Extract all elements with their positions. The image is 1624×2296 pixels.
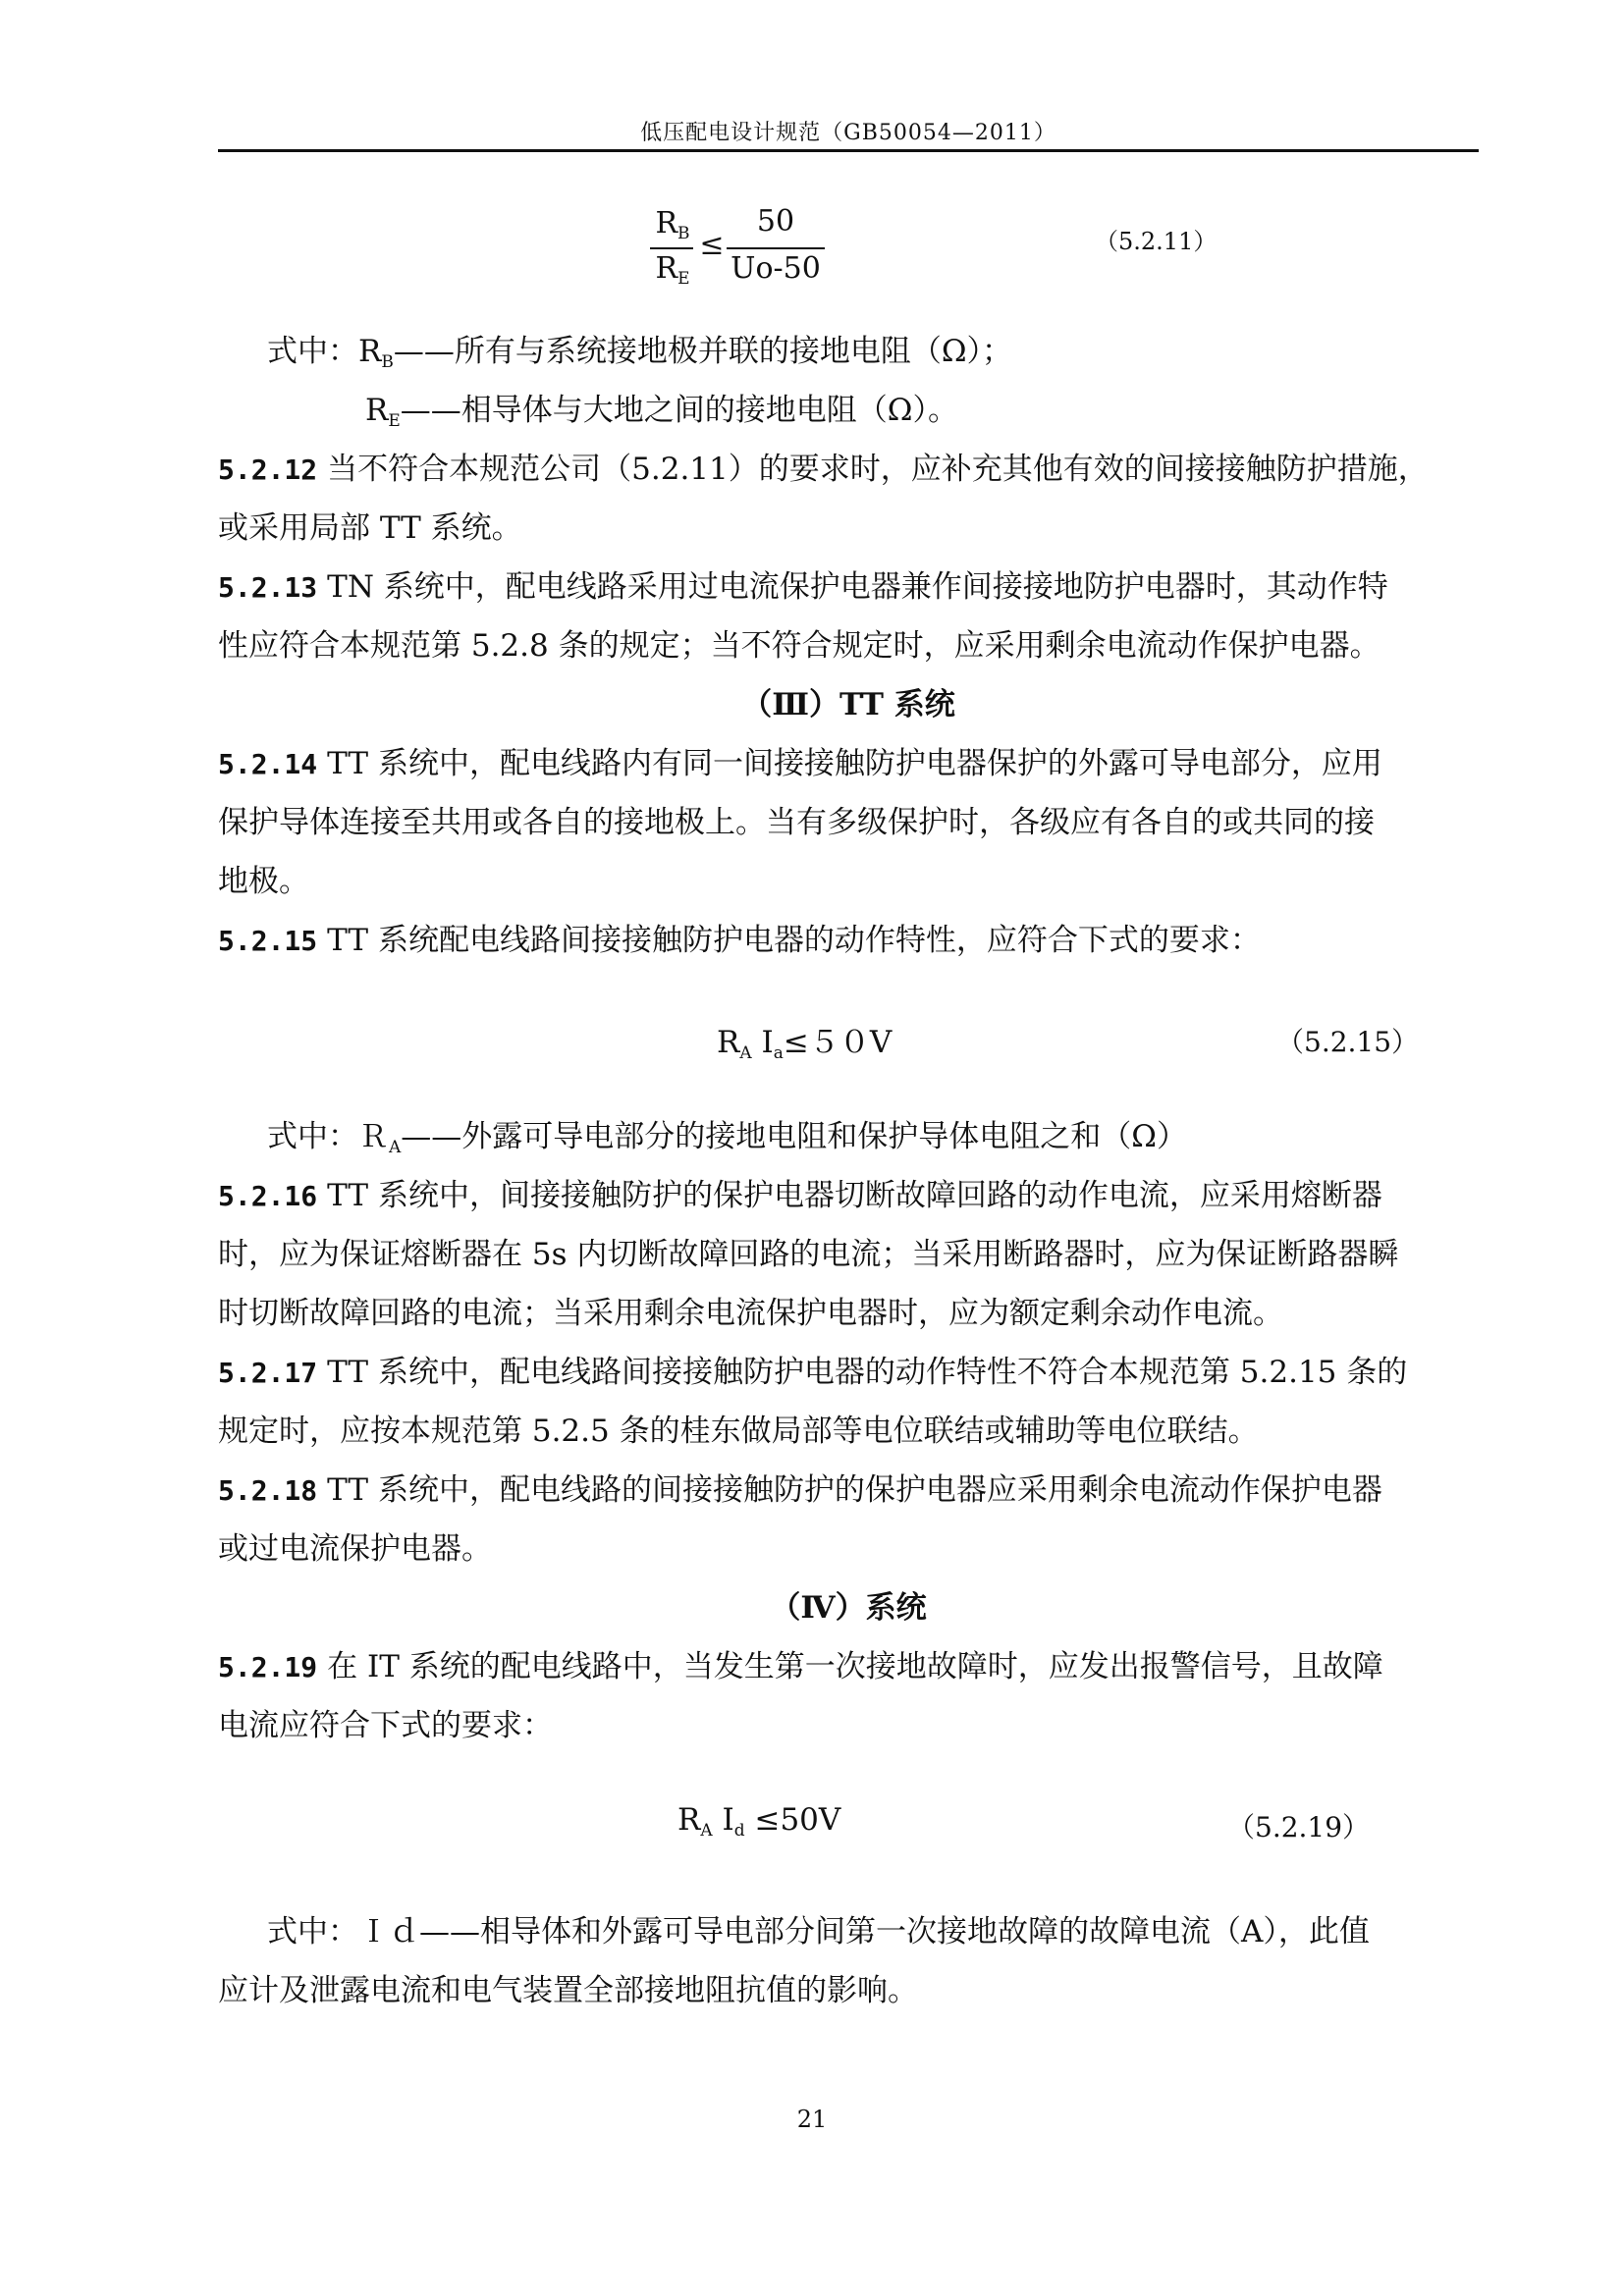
clause-5-2-12-line-2: 或采用局部 TT 系统。 [218, 510, 522, 546]
clause-5-2-15-line-1: 5.2.15 TT 系统配电线路间接接触防护电器的动作特性，应符合下式的要求： [218, 923, 1261, 958]
clause-5-2-14-line-1: 5.2.14 TT 系统中，配电线路内有同一间接接触防护电器保护的外露可导电部分，应用 [218, 746, 1382, 781]
formula-rhs-bar [727, 247, 825, 249]
clause-5-2-17-line-1: 5.2.17 TT 系统中，配电线路间接接触防护电器的动作特性不符合本规范第 5.2.15 条的 [218, 1355, 1408, 1390]
equation-number-5-2-15: （5.2.15） [1276, 1026, 1420, 1058]
clause-5-2-14-line-2: 保护导体连接至共用或各自的接地极上。当有多级保护时，各级应有各自的或共同的接 [218, 805, 1375, 840]
definition-id-line-2: 应计及泄露电流和电气装置全部接地阻抗值的影响。 [218, 1973, 918, 2008]
clause-5-2-18-line-1: 5.2.18 TT 系统中，配电线路的间接接触防护的保护电器应采用剩余电流动作保护电器 [218, 1472, 1382, 1508]
formula-lhs-numerator: $R_B$ [655, 206, 690, 243]
clause-5-2-16-line-1: 5.2.16 TT 系统中，间接接触防护的保护电器切断故障回路的动作电流，应采用熔断器 [218, 1178, 1382, 1213]
equation-number-5-2-11: （5.2.11） [1095, 228, 1218, 255]
definition-id-line-1: 式中：Ｉｄ——相导体和外露可导电部分间第一次接地故障的故障电流（A），此值 [267, 1914, 1370, 1949]
clause-5-2-19-line-2: 电流应符合下式的要求： [218, 1708, 553, 1743]
clause-5-2-13-line-2: 性应符合本规范第 5.2.8 条的规定；当不符合规定时，应采用剩余电流动作保护电器。 [218, 628, 1380, 664]
clause-5-2-16-line-2: 时，应为保证熔断器在 5s 内切断故障回路的电流；当采用断路器时，应为保证断路器瞬 [218, 1237, 1399, 1272]
section-heading-tt: （Ⅲ）TT 系统 [741, 687, 955, 722]
page-number: 21 [796, 2106, 828, 2133]
formula-lhs-bar [650, 247, 693, 249]
clause-5-2-18-line-2: 或过电流保护电器。 [218, 1531, 492, 1567]
formula-5-2-19: $R_A$ $I_d \le 50V$ [677, 1802, 841, 1841]
equation-number-5-2-19: （5.2.19） [1227, 1811, 1371, 1843]
clause-5-2-17-line-2: 规定时，应按本规范第 5.2.5 条的桂东做局部等电位联结或辅助等电位联结。 [218, 1414, 1259, 1449]
clause-5-2-13-line-1: 5.2.13 TN 系统中，配电线路采用过电流保护电器兼作间接接地防护电器时，其动作特 [218, 569, 1388, 605]
definition-rb: 式中：$R_B——$所有与系统接地极并联的接地电阻（Ω）； [267, 334, 1013, 372]
clause-5-2-14-line-3: 地极。 [218, 864, 309, 899]
clause-5-2-16-line-3: 时切断故障回路的电流；当采用剩余电流保护电器时，应为额定剩余动作电流。 [218, 1296, 1283, 1331]
section-heading-it: （Ⅳ）系统 [770, 1590, 927, 1626]
formula-5-2-15: $R_A$ $I_a\le 50V$ [717, 1025, 893, 1063]
header-rule [218, 149, 1479, 152]
clause-5-2-19-line-1: 5.2.19 在 IT 系统的配电线路中，当发生第一次接地故障时，应发出报警信号，且故障 [218, 1649, 1383, 1684]
formula-rhs-numerator: 50 [756, 204, 795, 239]
formula-lhs-denominator: $R_E$ [655, 251, 690, 289]
formula-rhs-denominator: Uo-50 [731, 251, 821, 286]
running-header: 低压配电设计规范（GB50054—2011） [640, 121, 1056, 145]
definition-re: $R_E——$相导体与大地之间的接地电阻（Ω）。 [365, 393, 958, 431]
formula-operator: ≤ [699, 228, 725, 262]
definition-ra: 式中：Ｒ$_A$——外露可导电部分的接地电阻和保护导体电阻之和（Ω） [267, 1119, 1187, 1157]
clause-5-2-12-line-1: 5.2.12 当不符合本规范公司（5.2.11）的要求时，应补充其他有效的间接接触防护措施， [218, 452, 1429, 487]
